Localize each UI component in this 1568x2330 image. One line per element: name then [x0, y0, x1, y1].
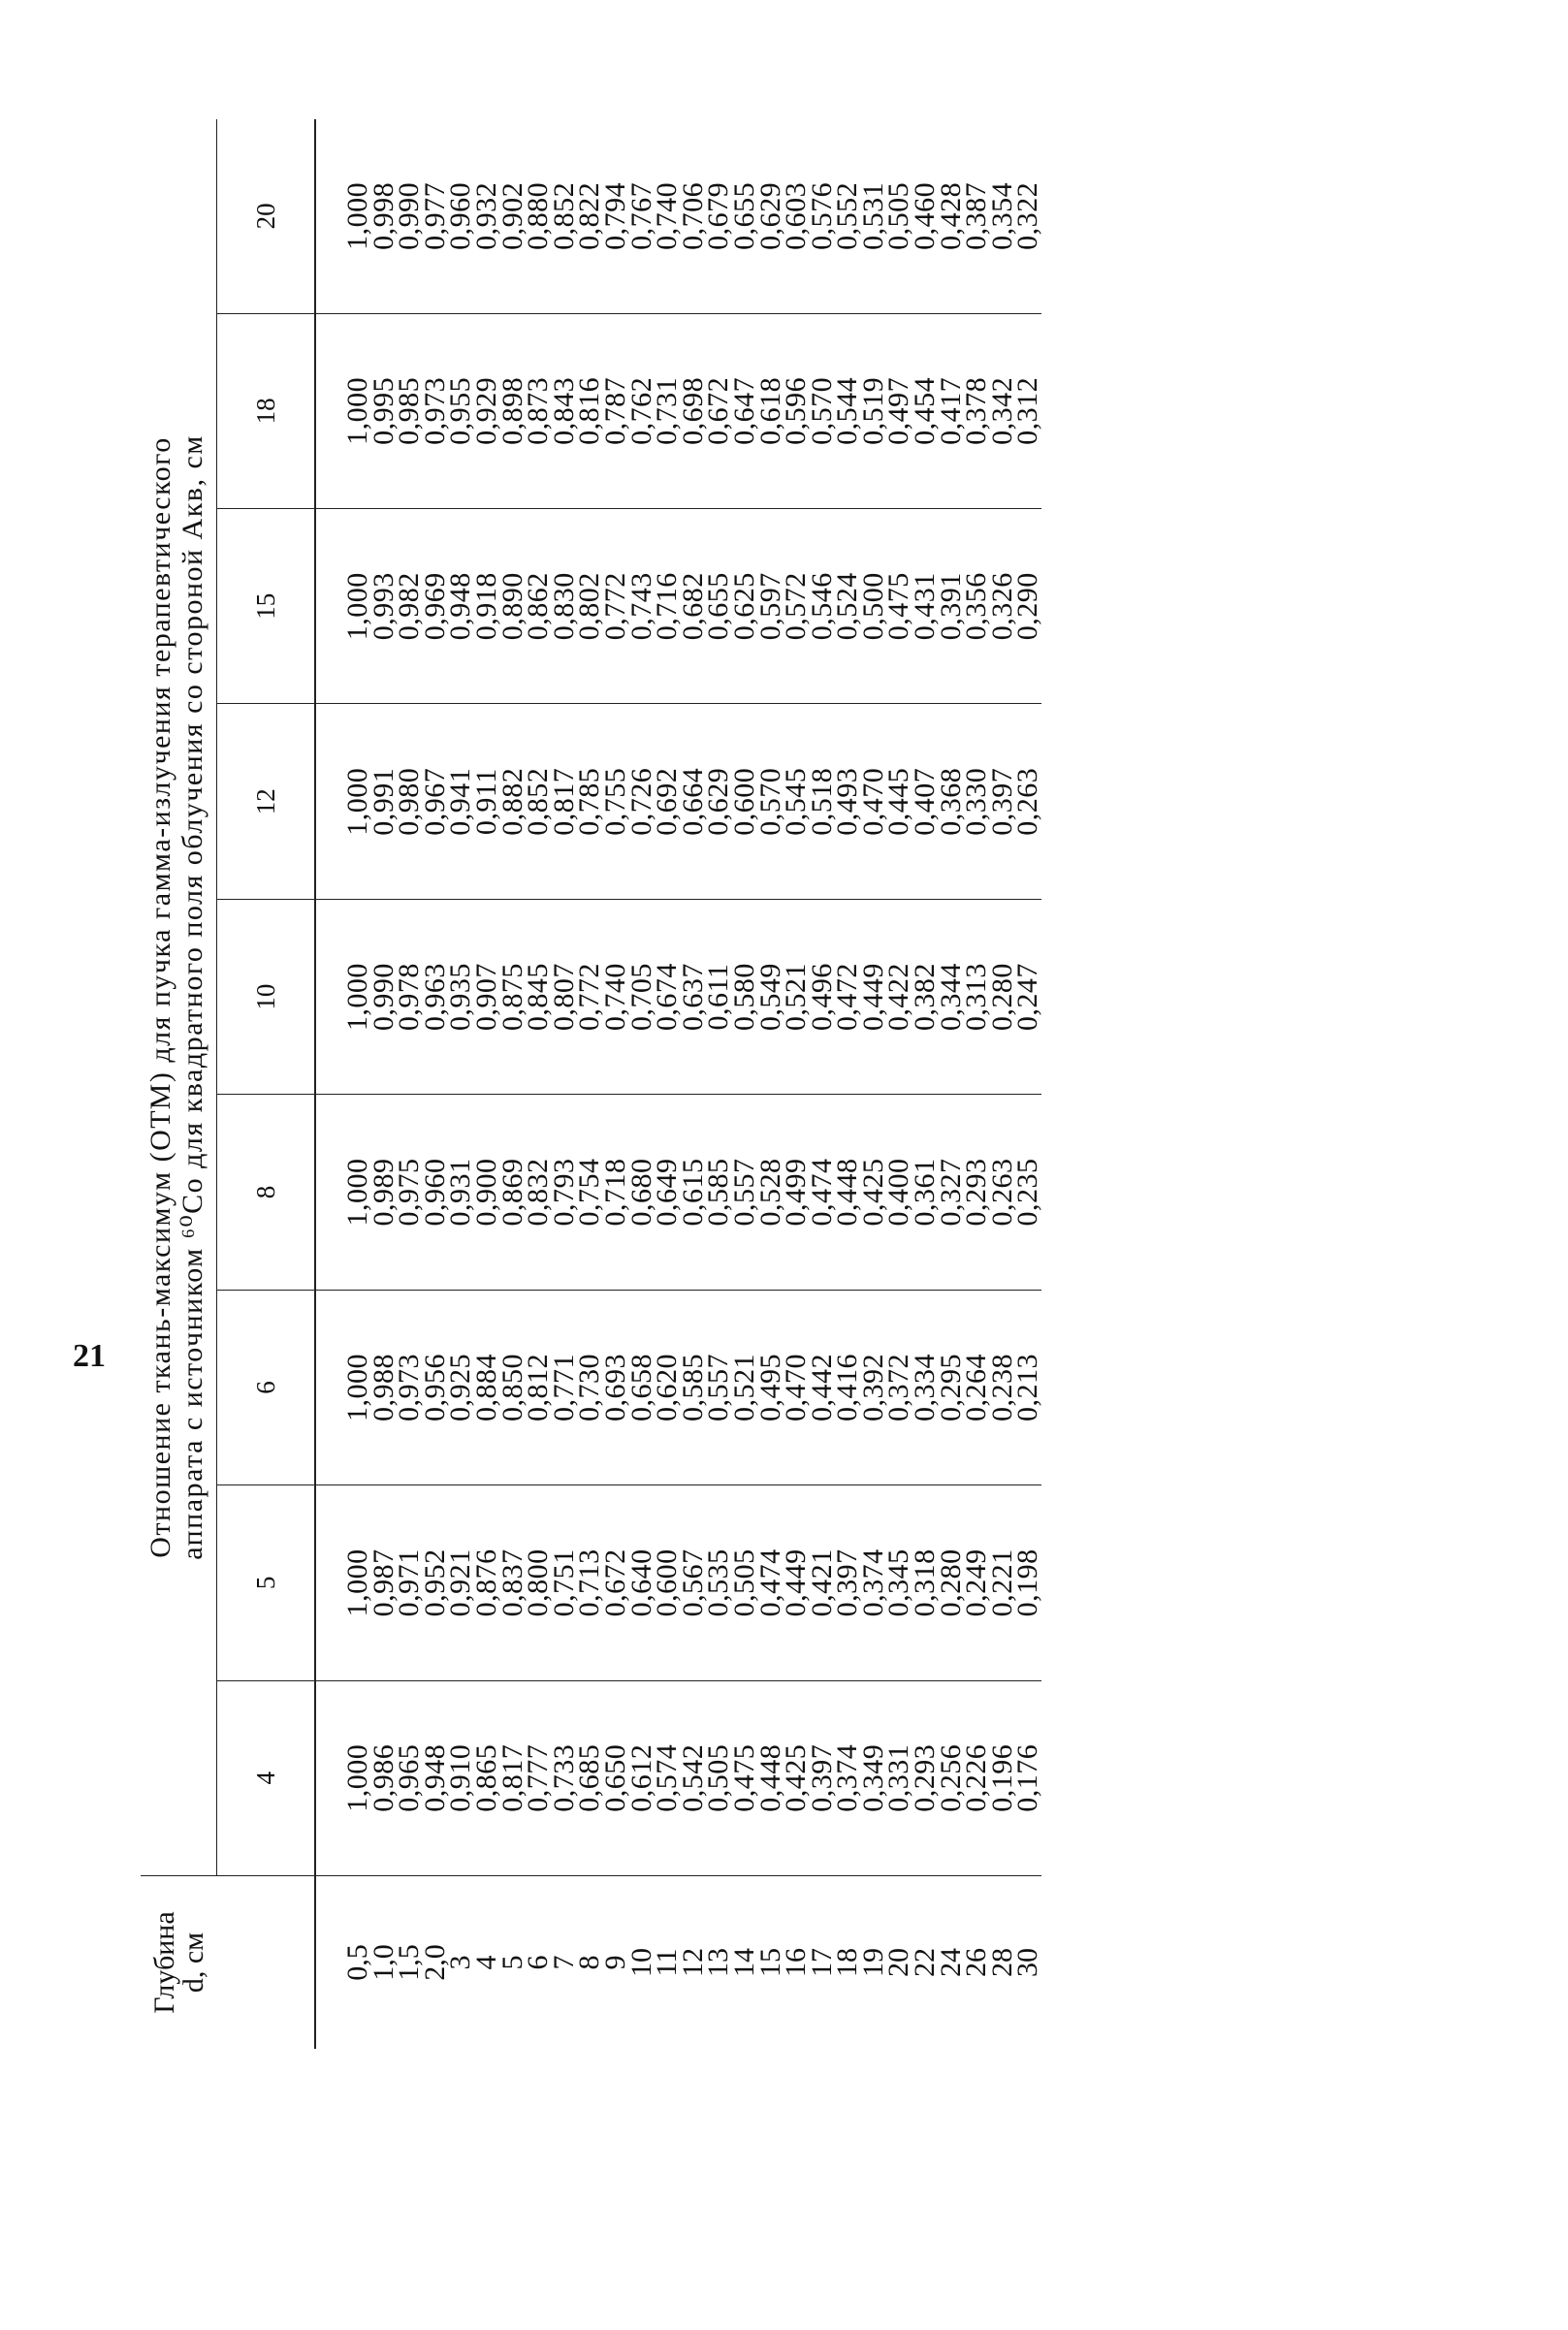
depth-value: 22	[909, 1948, 942, 1977]
otm-value: 0,505	[882, 181, 915, 250]
otm-value: 0,713	[573, 1548, 606, 1617]
field-size-header: 8	[217, 1095, 316, 1290]
caption-line2: аппарата с источником ⁶⁰Co для квадратного поля облучения со стороной Aкв, см	[176, 434, 208, 1560]
otm-value: 0,422	[882, 963, 915, 1032]
otm-value: 0,960	[444, 181, 477, 250]
otm-value: 0,474	[753, 1548, 786, 1617]
otm-value: 0,597	[753, 572, 786, 641]
field-size-header: 4	[217, 1680, 316, 1875]
otm-values-column	[315, 313, 1044, 508]
table-caption	[141, 119, 217, 1876]
otm-value: 0,528	[753, 1158, 786, 1227]
otm-value: 0,572	[780, 572, 813, 641]
otm-value: 0,318	[909, 1548, 942, 1617]
otm-value: 0,785	[573, 767, 606, 836]
otm-values-column	[315, 1485, 1044, 1680]
otm-value: 0,988	[367, 1353, 400, 1421]
otm-value: 0,521	[780, 963, 813, 1032]
otm-value: 0,499	[780, 1158, 813, 1227]
otm-value: 0,655	[727, 181, 760, 250]
otm-value: 0,425	[856, 1158, 889, 1227]
depth-value: 16	[780, 1948, 813, 1977]
otm-value: 0,247	[1011, 963, 1044, 1032]
otm-value: 0,965	[393, 1743, 426, 1812]
table-body-row	[315, 119, 1041, 2049]
depth-value: 1,5	[393, 1944, 426, 1981]
otm-value: 0,647	[727, 376, 760, 445]
otm-value: 0,374	[831, 1743, 864, 1812]
otm-value: 0,596	[780, 376, 813, 445]
otm-value: 0,640	[624, 1548, 657, 1617]
otm-value: 0,837	[496, 1548, 528, 1617]
otm-value: 0,931	[444, 1158, 477, 1227]
otm-value: 0,650	[598, 1743, 631, 1812]
otm-value: 0,655	[702, 572, 735, 641]
otm-value: 0,611	[702, 963, 735, 1031]
otm-value: 0,730	[573, 1353, 606, 1421]
otm-value: 0,557	[727, 1158, 760, 1227]
otm-value: 0,495	[753, 1353, 786, 1421]
otm-values-column	[315, 1095, 1044, 1290]
otm-value: 0,264	[960, 1353, 993, 1421]
otm-value: 0,664	[676, 767, 709, 836]
otm-value: 0,322	[1011, 181, 1044, 250]
depth-value: 6	[522, 1955, 555, 1970]
otm-value: 0,982	[393, 572, 426, 641]
otm-value: 0,975	[393, 1158, 426, 1227]
otm-table-wrapper	[141, 100, 1285, 2049]
otm-value: 0,743	[624, 572, 657, 641]
otm-value: 0,817	[547, 767, 580, 836]
depth-value: 2,0	[418, 1944, 451, 1981]
otm-value: 0,948	[418, 1743, 451, 1812]
otm-value: 0,313	[960, 963, 993, 1032]
otm-value: 0,475	[882, 572, 915, 641]
otm-value: 0,865	[469, 1743, 502, 1812]
otm-value: 0,472	[831, 963, 864, 1032]
otm-value: 0,649	[651, 1158, 684, 1227]
otm-value: 0,882	[496, 767, 528, 836]
otm-value: 0,794	[598, 181, 631, 250]
otm-value: 0,249	[960, 1548, 993, 1617]
otm-value: 0,935	[444, 963, 477, 1032]
otm-value: 0,549	[753, 963, 786, 1032]
depth-value: 30	[1011, 1948, 1044, 1977]
otm-value: 0,198	[1011, 1548, 1044, 1617]
depth-value: 4	[469, 1955, 502, 1970]
otm-value: 0,312	[1011, 376, 1044, 445]
otm-value: 0,361	[909, 1158, 942, 1227]
otm-value: 0,843	[547, 376, 580, 445]
otm-value: 0,990	[367, 963, 400, 1032]
otm-value: 0,880	[522, 181, 555, 250]
otm-value: 0,822	[573, 181, 606, 250]
otm-value: 0,658	[624, 1353, 657, 1421]
depth-value: 20	[882, 1948, 915, 1977]
otm-value: 0,869	[496, 1158, 528, 1227]
otm-value: 0,425	[780, 1743, 813, 1812]
otm-value: 0,344	[934, 963, 967, 1032]
otm-value: 0,693	[598, 1353, 631, 1421]
otm-value: 0,213	[1011, 1353, 1044, 1421]
otm-value: 0,910	[444, 1743, 477, 1812]
otm-value: 1,000	[341, 376, 373, 445]
otm-value: 0,980	[393, 767, 426, 836]
otm-values-column	[315, 509, 1044, 704]
field-size-header: 6	[217, 1290, 316, 1484]
otm-value: 0,629	[702, 767, 735, 836]
depth-header-line1: Глубина	[148, 1911, 180, 2014]
otm-value: 0,973	[393, 1353, 426, 1421]
otm-value: 0,956	[418, 1353, 451, 1421]
otm-value: 0,428	[934, 181, 967, 250]
otm-value: 0,862	[522, 572, 555, 641]
otm-value: 0,280	[934, 1548, 967, 1617]
otm-value: 0,431	[909, 572, 942, 641]
otm-value: 0,397	[805, 1743, 838, 1812]
otm-value: 0,400	[882, 1158, 915, 1227]
otm-value: 0,989	[367, 1158, 400, 1227]
otm-value: 0,852	[522, 767, 555, 836]
otm-value: 0,496	[805, 963, 838, 1032]
otm-value: 0,850	[496, 1353, 528, 1421]
otm-value: 0,545	[780, 767, 813, 836]
otm-value: 0,470	[856, 767, 889, 836]
otm-value: 0,331	[882, 1743, 915, 1812]
otm-value: 0,772	[573, 963, 606, 1032]
otm-value: 0,280	[985, 963, 1018, 1032]
otm-values-column	[315, 704, 1044, 899]
otm-value: 0,574	[651, 1743, 684, 1812]
otm-value: 0,751	[547, 1548, 580, 1617]
otm-value: 0,521	[727, 1353, 760, 1421]
otm-value: 0,978	[393, 963, 426, 1032]
depth-value: 3	[444, 1955, 477, 1970]
otm-value: 0,391	[934, 572, 967, 641]
otm-value: 0,327	[934, 1158, 967, 1227]
otm-value: 0,615	[676, 1158, 709, 1227]
otm-value: 0,845	[522, 963, 555, 1032]
otm-value: 0,505	[702, 1743, 735, 1812]
otm-value: 0,706	[676, 181, 709, 250]
otm-value: 0,600	[727, 767, 760, 836]
otm-value: 0,448	[753, 1743, 786, 1812]
otm-value: 0,680	[624, 1158, 657, 1227]
otm-value: 0,800	[522, 1548, 555, 1617]
otm-value: 0,955	[444, 376, 477, 445]
depth-value: 7	[547, 1955, 580, 1970]
otm-value: 0,382	[909, 963, 942, 1032]
otm-value: 0,356	[960, 572, 993, 641]
depth-value: 26	[960, 1948, 993, 1977]
otm-value: 0,685	[573, 1743, 606, 1812]
otm-value: 0,585	[676, 1353, 709, 1421]
otm-value: 0,345	[882, 1548, 915, 1617]
otm-value: 0,986	[367, 1743, 400, 1812]
otm-value: 0,969	[418, 572, 451, 641]
depth-column-header	[141, 1876, 315, 2050]
otm-value: 0,971	[393, 1548, 426, 1617]
otm-value: 0,852	[547, 181, 580, 250]
otm-value: 0,372	[882, 1353, 915, 1421]
otm-value: 0,263	[985, 1158, 1018, 1227]
otm-value: 0,290	[1011, 572, 1044, 641]
otm-value: 1,000	[341, 1158, 373, 1227]
otm-value: 0,354	[985, 181, 1018, 250]
otm-value: 0,518	[805, 767, 838, 836]
otm-value: 0,793	[547, 1158, 580, 1227]
depth-value: 17	[805, 1948, 838, 1977]
otm-value: 0,552	[831, 181, 864, 250]
otm-value: 0,995	[367, 376, 400, 445]
otm-value: 0,326	[985, 572, 1018, 641]
otm-value: 0,907	[469, 963, 502, 1032]
otm-value: 0,963	[418, 963, 451, 1032]
depth-value: 8	[573, 1955, 606, 1970]
otm-value: 0,612	[624, 1743, 657, 1812]
otm-value: 0,726	[624, 767, 657, 836]
otm-values-column	[315, 899, 1044, 1094]
otm-value: 0,817	[496, 1743, 528, 1812]
otm-value: 0,226	[960, 1743, 993, 1812]
otm-value: 1,000	[341, 963, 373, 1032]
otm-value: 0,475	[727, 1743, 760, 1812]
depth-value: 15	[753, 1948, 786, 1977]
field-size-header: 12	[217, 704, 316, 899]
otm-value: 0,535	[702, 1548, 735, 1617]
otm-value: 0,990	[393, 181, 426, 250]
otm-value: 0,705	[624, 963, 657, 1032]
depth-value: 13	[702, 1948, 735, 1977]
otm-value: 0,991	[367, 767, 400, 836]
otm-value: 0,519	[856, 376, 889, 445]
otm-value: 0,546	[805, 572, 838, 641]
otm-value: 0,692	[651, 767, 684, 836]
otm-value: 0,679	[702, 181, 735, 250]
otm-value: 0,802	[573, 572, 606, 641]
otm-value: 0,585	[702, 1158, 735, 1227]
otm-value: 0,544	[831, 376, 864, 445]
otm-value: 0,716	[651, 572, 684, 641]
otm-value: 0,967	[418, 767, 451, 836]
otm-value: 0,733	[547, 1743, 580, 1812]
otm-value: 1,000	[341, 572, 373, 641]
otm-value: 0,973	[418, 376, 451, 445]
otm-value: 1,000	[341, 1548, 373, 1617]
depth-value: 10	[624, 1948, 657, 1977]
otm-value: 0,293	[960, 1158, 993, 1227]
otm-value: 0,295	[934, 1353, 967, 1421]
otm-value: 0,873	[522, 376, 555, 445]
otm-value: 0,392	[856, 1353, 889, 1421]
otm-value: 0,740	[598, 963, 631, 1032]
otm-value: 0,911	[469, 768, 502, 836]
otm-value: 1,000	[341, 1743, 373, 1812]
otm-value: 1,000	[341, 767, 373, 836]
otm-value: 0,987	[367, 1548, 400, 1617]
otm-value: 0,787	[598, 376, 631, 445]
otm-value: 0,407	[909, 767, 942, 836]
otm-value: 0,807	[547, 963, 580, 1032]
depth-value: 24	[934, 1948, 967, 1977]
otm-value: 0,570	[805, 376, 838, 445]
depth-value: 12	[676, 1948, 709, 1977]
otm-value: 0,884	[469, 1353, 502, 1421]
otm-value: 0,417	[934, 376, 967, 445]
otm-value: 0,493	[831, 767, 864, 836]
depth-values-column	[315, 1876, 1044, 2050]
otm-value: 0,603	[780, 181, 813, 250]
otm-value: 0,620	[651, 1353, 684, 1421]
otm-value: 0,531	[856, 181, 889, 250]
otm-value: 0,948	[444, 572, 477, 641]
otm-value: 0,932	[469, 181, 502, 250]
otm-value: 0,674	[651, 963, 684, 1032]
page-number: 21	[73, 1338, 106, 1374]
otm-value: 0,449	[856, 963, 889, 1032]
otm-value: 0,470	[780, 1353, 813, 1421]
otm-value: 0,771	[547, 1353, 580, 1421]
depth-value: 28	[985, 1948, 1018, 1977]
otm-value: 0,925	[444, 1353, 477, 1421]
otm-value: 0,448	[831, 1158, 864, 1227]
otm-value: 0,618	[753, 376, 786, 445]
depth-value: 14	[727, 1948, 760, 1977]
otm-value: 0,378	[960, 376, 993, 445]
otm-value: 0,474	[805, 1158, 838, 1227]
otm-value: 0,960	[418, 1158, 451, 1227]
otm-value: 0,576	[805, 181, 838, 250]
otm-value: 0,918	[469, 572, 502, 641]
caption-line1: Отношение ткань-максимум (ОТМ) для пучка гамма-излучения терапевтического	[144, 436, 176, 1558]
otm-value: 0,580	[727, 963, 760, 1032]
depth-value: 1,0	[367, 1944, 400, 1981]
otm-values-column	[315, 1680, 1044, 1875]
otm-value: 0,762	[624, 376, 657, 445]
otm-value: 0,629	[753, 181, 786, 250]
otm-value: 0,557	[702, 1353, 735, 1421]
otm-value: 0,731	[651, 376, 684, 445]
otm-table	[141, 119, 1044, 2049]
depth-value: 0,5	[341, 1944, 373, 1981]
otm-values-column	[315, 1290, 1044, 1484]
otm-value: 0,421	[805, 1548, 838, 1617]
otm-value: 0,570	[753, 767, 786, 836]
otm-value: 0,567	[676, 1548, 709, 1617]
otm-value: 0,397	[985, 767, 1018, 836]
otm-value: 0,900	[469, 1158, 502, 1227]
otm-value: 0,767	[624, 181, 657, 250]
otm-value: 0,256	[934, 1743, 967, 1812]
otm-value: 0,890	[496, 572, 528, 641]
otm-value: 0,941	[444, 767, 477, 836]
otm-value: 0,812	[522, 1353, 555, 1421]
otm-value: 0,387	[960, 181, 993, 250]
otm-value: 1,000	[341, 181, 373, 250]
otm-value: 0,460	[909, 181, 942, 250]
field-size-header: 18	[217, 313, 316, 508]
otm-value: 0,832	[522, 1158, 555, 1227]
otm-value: 0,238	[985, 1353, 1018, 1421]
otm-value: 0,221	[985, 1548, 1018, 1617]
field-size-header: 20	[217, 119, 316, 313]
otm-value: 0,416	[831, 1353, 864, 1421]
otm-value: 0,176	[1011, 1743, 1044, 1812]
otm-value: 0,293	[909, 1743, 942, 1812]
otm-value: 0,334	[909, 1353, 942, 1421]
otm-value: 0,342	[985, 376, 1018, 445]
depth-value: 9	[598, 1955, 631, 1970]
otm-value: 0,898	[496, 376, 528, 445]
otm-value: 0,454	[909, 376, 942, 445]
otm-value: 0,777	[522, 1743, 555, 1812]
otm-value: 0,754	[573, 1158, 606, 1227]
otm-value: 0,902	[496, 181, 528, 250]
otm-value: 0,349	[856, 1743, 889, 1812]
otm-value: 0,449	[780, 1548, 813, 1617]
otm-value: 0,672	[598, 1548, 631, 1617]
otm-value: 0,816	[573, 376, 606, 445]
otm-value: 0,542	[676, 1743, 709, 1812]
depth-value: 11	[651, 1948, 684, 1977]
otm-value: 0,374	[856, 1548, 889, 1617]
otm-value: 0,985	[393, 376, 426, 445]
otm-value: 0,263	[1011, 767, 1044, 836]
otm-value: 0,397	[831, 1548, 864, 1617]
otm-values-column	[315, 119, 1044, 313]
otm-value: 0,637	[676, 963, 709, 1032]
otm-value: 0,740	[651, 181, 684, 250]
otm-value: 0,442	[805, 1353, 838, 1421]
otm-value: 0,672	[702, 376, 735, 445]
otm-value: 0,977	[418, 181, 451, 250]
otm-value: 0,524	[831, 572, 864, 641]
otm-value: 0,993	[367, 572, 400, 641]
otm-value: 0,875	[496, 963, 528, 1032]
otm-value: 0,196	[985, 1743, 1018, 1812]
otm-value: 0,952	[418, 1548, 451, 1617]
otm-value: 0,755	[598, 767, 631, 836]
depth-value: 5	[496, 1955, 528, 1970]
otm-value: 0,445	[882, 767, 915, 836]
field-size-header: 10	[217, 899, 316, 1094]
otm-value: 0,718	[598, 1158, 631, 1227]
depth-value: 19	[856, 1948, 889, 1977]
otm-value: 0,497	[882, 376, 915, 445]
otm-value: 0,921	[444, 1548, 477, 1617]
otm-value: 0,998	[367, 181, 400, 250]
otm-value: 0,235	[1011, 1158, 1044, 1227]
otm-value: 0,368	[934, 767, 967, 836]
otm-value: 0,830	[547, 572, 580, 641]
otm-value: 0,600	[651, 1548, 684, 1617]
otm-value: 0,682	[676, 572, 709, 641]
otm-value: 0,876	[469, 1548, 502, 1617]
otm-value: 0,505	[727, 1548, 760, 1617]
otm-value: 1,000	[341, 1353, 373, 1421]
otm-value: 0,625	[727, 572, 760, 641]
depth-value: 18	[831, 1948, 864, 1977]
otm-value: 0,330	[960, 767, 993, 836]
otm-value: 0,500	[856, 572, 889, 641]
depth-header-line2: d, см	[177, 1931, 209, 1994]
field-size-header: 15	[217, 509, 316, 704]
field-size-header: 5	[217, 1485, 316, 1680]
otm-value: 0,698	[676, 376, 709, 445]
otm-value: 0,772	[598, 572, 631, 641]
otm-value: 0,929	[469, 376, 502, 445]
